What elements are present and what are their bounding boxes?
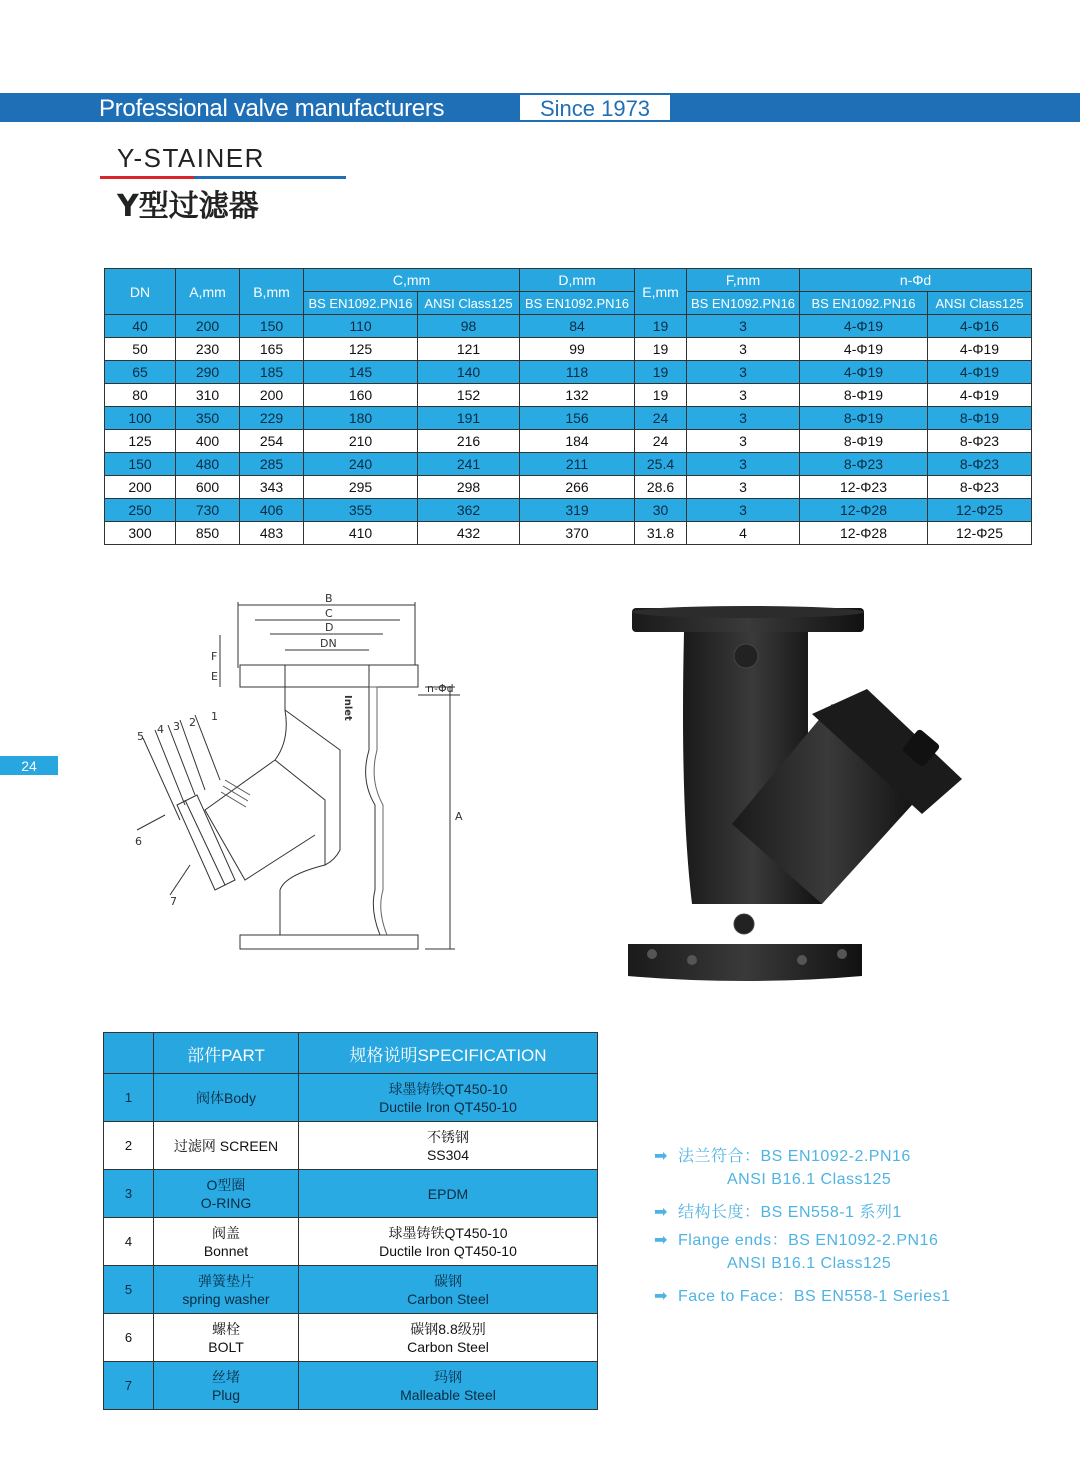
parts-row: [104, 1266, 598, 1314]
table-cell: 210: [304, 430, 418, 453]
header-dn: DN: [105, 269, 176, 315]
inlet-label: Inlet: [342, 695, 353, 721]
table-cell: 24: [635, 430, 687, 453]
table-cell: 191: [418, 407, 520, 430]
part-spec: [299, 1362, 598, 1410]
title-underline-red: [100, 176, 194, 179]
part-name-line: 弹簧垫片: [198, 1272, 254, 1289]
table-cell: 19: [635, 315, 687, 338]
table-cell: 12-Φ25: [928, 499, 1032, 522]
table-cell: 410: [304, 522, 418, 545]
part-number: 2: [104, 1122, 154, 1170]
part-name-line: 螺栓: [212, 1320, 240, 1337]
standard-note: [654, 1199, 902, 1222]
table-row: [105, 407, 1032, 430]
dim-label-dn: DN: [320, 637, 337, 650]
table-cell: 4-Φ19: [800, 315, 928, 338]
part-name: [154, 1362, 299, 1410]
subheader-f1: BS EN1092.PN16: [687, 292, 800, 315]
part-number: 7: [104, 1362, 154, 1410]
subheader-c1: BS EN1092.PN16: [304, 292, 418, 315]
part-name-line: 过滤网 SCREEN: [173, 1137, 279, 1154]
table-cell: 118: [520, 361, 635, 384]
part-spec-line: Ductile Iron QT450-10: [379, 1098, 517, 1115]
subheader-nd1: BS EN1092.PN16: [800, 292, 928, 315]
standard-note: [654, 1227, 938, 1250]
standard-note: [727, 1171, 891, 1189]
part-spec: [299, 1314, 598, 1362]
table-cell: 12-Φ28: [800, 522, 928, 545]
part-spec-line: 玛钢: [434, 1368, 462, 1385]
arrow-right-icon: ➡: [654, 1288, 668, 1305]
table-row: [105, 453, 1032, 476]
dim-label-a: A: [455, 810, 463, 823]
standard-note-text: ANSI B16.1 Class125: [727, 1255, 892, 1272]
dim-label-b: B: [325, 592, 333, 605]
parts-row: [104, 1362, 598, 1410]
table-cell: 4-Φ19: [800, 338, 928, 361]
standard-note-text: Face to Face：BS EN558-1 Series1: [678, 1288, 951, 1305]
table-cell: 3: [687, 407, 800, 430]
standard-note: [727, 1255, 891, 1273]
dim-label-nd: n-Φd: [427, 682, 454, 695]
part-name-line: 丝堵: [212, 1368, 240, 1385]
table-cell: 8-Φ23: [928, 453, 1032, 476]
table-cell: 180: [304, 407, 418, 430]
dim-label-f: F: [211, 650, 218, 663]
table-cell: 4-Φ19: [928, 384, 1032, 407]
table-cell: 19: [635, 384, 687, 407]
table-cell: 19: [635, 361, 687, 384]
table-cell: 184: [520, 430, 635, 453]
table-cell: 480: [176, 453, 240, 476]
dim-label-c: C: [325, 607, 333, 620]
product-title-en: Y-STAINER: [117, 143, 265, 173]
table-cell: 3: [687, 430, 800, 453]
product-title-cn: Y型过滤器: [117, 189, 259, 224]
subheader-d1: BS EN1092.PN16: [520, 292, 635, 315]
table-row: [105, 476, 1032, 499]
header-f: F,mm: [687, 269, 800, 292]
table-cell: 230: [176, 338, 240, 361]
table-cell: 4-Φ19: [928, 338, 1032, 361]
banner-title: Professional valve manufacturers: [99, 95, 445, 122]
table-cell: 30: [635, 499, 687, 522]
table-cell: 241: [418, 453, 520, 476]
part-spec: [299, 1074, 598, 1122]
part-spec: [299, 1266, 598, 1314]
table-cell: 31.8: [635, 522, 687, 545]
table-cell: 250: [105, 499, 176, 522]
parts-row: [104, 1314, 598, 1362]
table-cell: 483: [240, 522, 304, 545]
callout-3: 3: [173, 720, 180, 733]
table-cell: 4-Φ19: [800, 361, 928, 384]
table-cell: 8-Φ19: [800, 384, 928, 407]
page-number-tab: 24: [0, 756, 58, 775]
table-cell: 121: [418, 338, 520, 361]
part-spec-line: 球墨铸铁QT450-10: [388, 1080, 508, 1097]
callout-2: 2: [189, 716, 196, 729]
table-row: [105, 430, 1032, 453]
table-cell: 165: [240, 338, 304, 361]
callout-5: 5: [137, 730, 144, 743]
table-cell: 125: [105, 430, 176, 453]
header-c: C,mm: [304, 269, 520, 292]
subheader-c2: ANSI Class125: [418, 292, 520, 315]
part-spec-line: 不锈钢: [427, 1128, 469, 1145]
callout-4: 4: [157, 723, 164, 736]
standard-note-text: 结构长度：BS EN558-1 系列1: [678, 1204, 902, 1221]
arrow-right-icon: ➡: [654, 1148, 668, 1165]
table-cell: 211: [520, 453, 635, 476]
parts-header-spec: 规格说明SPECIFICATION: [299, 1033, 598, 1074]
table-cell: 8-Φ23: [800, 453, 928, 476]
table-cell: 319: [520, 499, 635, 522]
table-cell: 12-Φ28: [800, 499, 928, 522]
part-name-line: spring washer: [182, 1290, 270, 1307]
table-cell: 98: [418, 315, 520, 338]
arrow-right-icon: ➡: [654, 1232, 668, 1249]
table-cell: 99: [520, 338, 635, 361]
part-name: [154, 1074, 299, 1122]
part-name-line: O-RING: [200, 1194, 252, 1211]
part-spec-line: Malleable Steel: [400, 1386, 496, 1403]
table-cell: 110: [304, 315, 418, 338]
part-spec-line: EPDM: [427, 1185, 469, 1202]
table-cell: 290: [176, 361, 240, 384]
table-cell: 24: [635, 407, 687, 430]
table-cell: 850: [176, 522, 240, 545]
table-cell: 406: [240, 499, 304, 522]
part-spec-line: Carbon Steel: [407, 1338, 489, 1355]
part-name-line: O型圈: [206, 1176, 246, 1193]
table-row: [105, 384, 1032, 407]
table-row: [105, 499, 1032, 522]
table-cell: 145: [304, 361, 418, 384]
table-cell: 8-Φ23: [928, 430, 1032, 453]
table-cell: 3: [687, 338, 800, 361]
parts-row: [104, 1218, 598, 1266]
part-name: [154, 1266, 299, 1314]
table-cell: 310: [176, 384, 240, 407]
header-nd: n-Φd: [800, 269, 1032, 292]
part-name: [154, 1170, 299, 1218]
table-row: [105, 338, 1032, 361]
arrow-right-icon: ➡: [654, 1204, 668, 1221]
table-cell: 3: [687, 453, 800, 476]
table-cell: 65: [105, 361, 176, 384]
part-spec-line: 碳钢: [434, 1272, 462, 1289]
part-name-line: 阀体Body: [196, 1089, 256, 1106]
table-cell: 4: [687, 522, 800, 545]
table-cell: 12-Φ23: [800, 476, 928, 499]
part-spec-line: 球墨铸铁QT450-10: [388, 1224, 508, 1241]
part-number: 5: [104, 1266, 154, 1314]
dim-label-e: E: [211, 670, 218, 683]
part-spec-line: SS304: [426, 1146, 470, 1163]
table-row: [105, 361, 1032, 384]
callout-7: 7: [170, 895, 177, 908]
table-cell: 3: [687, 384, 800, 407]
table-cell: 3: [687, 476, 800, 499]
table-cell: 152: [418, 384, 520, 407]
parts-table: [103, 1032, 598, 1410]
table-cell: 400: [176, 430, 240, 453]
parts-row: [104, 1170, 598, 1218]
table-cell: 355: [304, 499, 418, 522]
table-cell: 200: [240, 384, 304, 407]
table-row: [105, 522, 1032, 545]
table-cell: 3: [687, 361, 800, 384]
part-spec-line: Ductile Iron QT450-10: [379, 1242, 517, 1259]
table-cell: 28.6: [635, 476, 687, 499]
table-cell: 216: [418, 430, 520, 453]
table-cell: 4-Φ19: [928, 361, 1032, 384]
part-name: [154, 1314, 299, 1362]
title-underline-blue: [194, 176, 346, 179]
dimension-table: [104, 268, 1032, 545]
part-name-line: BOLT: [208, 1338, 244, 1355]
table-cell: 432: [418, 522, 520, 545]
part-name-line: Plug: [211, 1386, 241, 1403]
table-cell: 298: [418, 476, 520, 499]
since-badge: Since 1973: [520, 95, 670, 120]
table-cell: 3: [687, 499, 800, 522]
part-number: 1: [104, 1074, 154, 1122]
part-spec-line: Carbon Steel: [407, 1290, 489, 1307]
table-cell: 285: [240, 453, 304, 476]
table-cell: 730: [176, 499, 240, 522]
parts-row: [104, 1122, 598, 1170]
table-cell: 25.4: [635, 453, 687, 476]
part-name-line: 阀盖: [212, 1224, 240, 1241]
standard-note-text: ANSI B16.1 Class125: [727, 1171, 892, 1188]
table-cell: 8-Φ19: [928, 407, 1032, 430]
table-cell: 266: [520, 476, 635, 499]
table-cell: 140: [418, 361, 520, 384]
standard-note: [654, 1143, 911, 1166]
table-cell: 80: [105, 384, 176, 407]
part-number: 6: [104, 1314, 154, 1362]
table-cell: 370: [520, 522, 635, 545]
table-cell: 125: [304, 338, 418, 361]
table-cell: 200: [176, 315, 240, 338]
parts-row: [104, 1074, 598, 1122]
part-spec-line: 碳钢8.8级别: [410, 1320, 486, 1337]
header-e: E,mm: [635, 269, 687, 315]
strainer-section-drawing: [125, 590, 470, 965]
table-cell: 150: [105, 453, 176, 476]
table-row: [105, 315, 1032, 338]
standard-note-text: 法兰符合：BS EN1092-2.PN16: [678, 1148, 911, 1165]
table-cell: 8-Φ19: [800, 430, 928, 453]
table-cell: 4-Φ16: [928, 315, 1032, 338]
table-cell: 350: [176, 407, 240, 430]
part-name: [154, 1122, 299, 1170]
callout-6: 6: [135, 835, 142, 848]
part-spec: [299, 1218, 598, 1266]
table-cell: 300: [105, 522, 176, 545]
table-cell: 362: [418, 499, 520, 522]
table-cell: 343: [240, 476, 304, 499]
header-b: B,mm: [240, 269, 304, 315]
part-name: [154, 1218, 299, 1266]
part-number: 3: [104, 1170, 154, 1218]
part-number: 4: [104, 1218, 154, 1266]
part-spec: [299, 1122, 598, 1170]
table-cell: 8-Φ23: [928, 476, 1032, 499]
parts-header-no: [104, 1033, 154, 1074]
table-cell: 254: [240, 430, 304, 453]
table-cell: 150: [240, 315, 304, 338]
strainer-product-photo: [622, 604, 972, 984]
table-cell: 229: [240, 407, 304, 430]
table-cell: 200: [105, 476, 176, 499]
header-d: D,mm: [520, 269, 635, 292]
table-cell: 19: [635, 338, 687, 361]
table-cell: 600: [176, 476, 240, 499]
subheader-nd2: ANSI Class125: [928, 292, 1032, 315]
header-a: A,mm: [176, 269, 240, 315]
table-cell: 132: [520, 384, 635, 407]
standard-note-text: Flange ends：BS EN1092-2.PN16: [678, 1232, 939, 1249]
callout-1: 1: [211, 710, 218, 723]
parts-header-part: 部件PART: [154, 1033, 299, 1074]
table-cell: 40: [105, 315, 176, 338]
table-cell: 295: [304, 476, 418, 499]
table-cell: 8-Φ19: [800, 407, 928, 430]
part-name-line: Bonnet: [203, 1242, 249, 1259]
table-cell: 240: [304, 453, 418, 476]
dim-label-d: D: [325, 621, 334, 634]
table-cell: 100: [105, 407, 176, 430]
table-cell: 156: [520, 407, 635, 430]
standard-note: [654, 1283, 951, 1306]
table-cell: 50: [105, 338, 176, 361]
table-cell: 160: [304, 384, 418, 407]
table-cell: 3: [687, 315, 800, 338]
table-cell: 12-Φ25: [928, 522, 1032, 545]
table-cell: 185: [240, 361, 304, 384]
table-cell: 84: [520, 315, 635, 338]
part-spec: [299, 1170, 598, 1218]
